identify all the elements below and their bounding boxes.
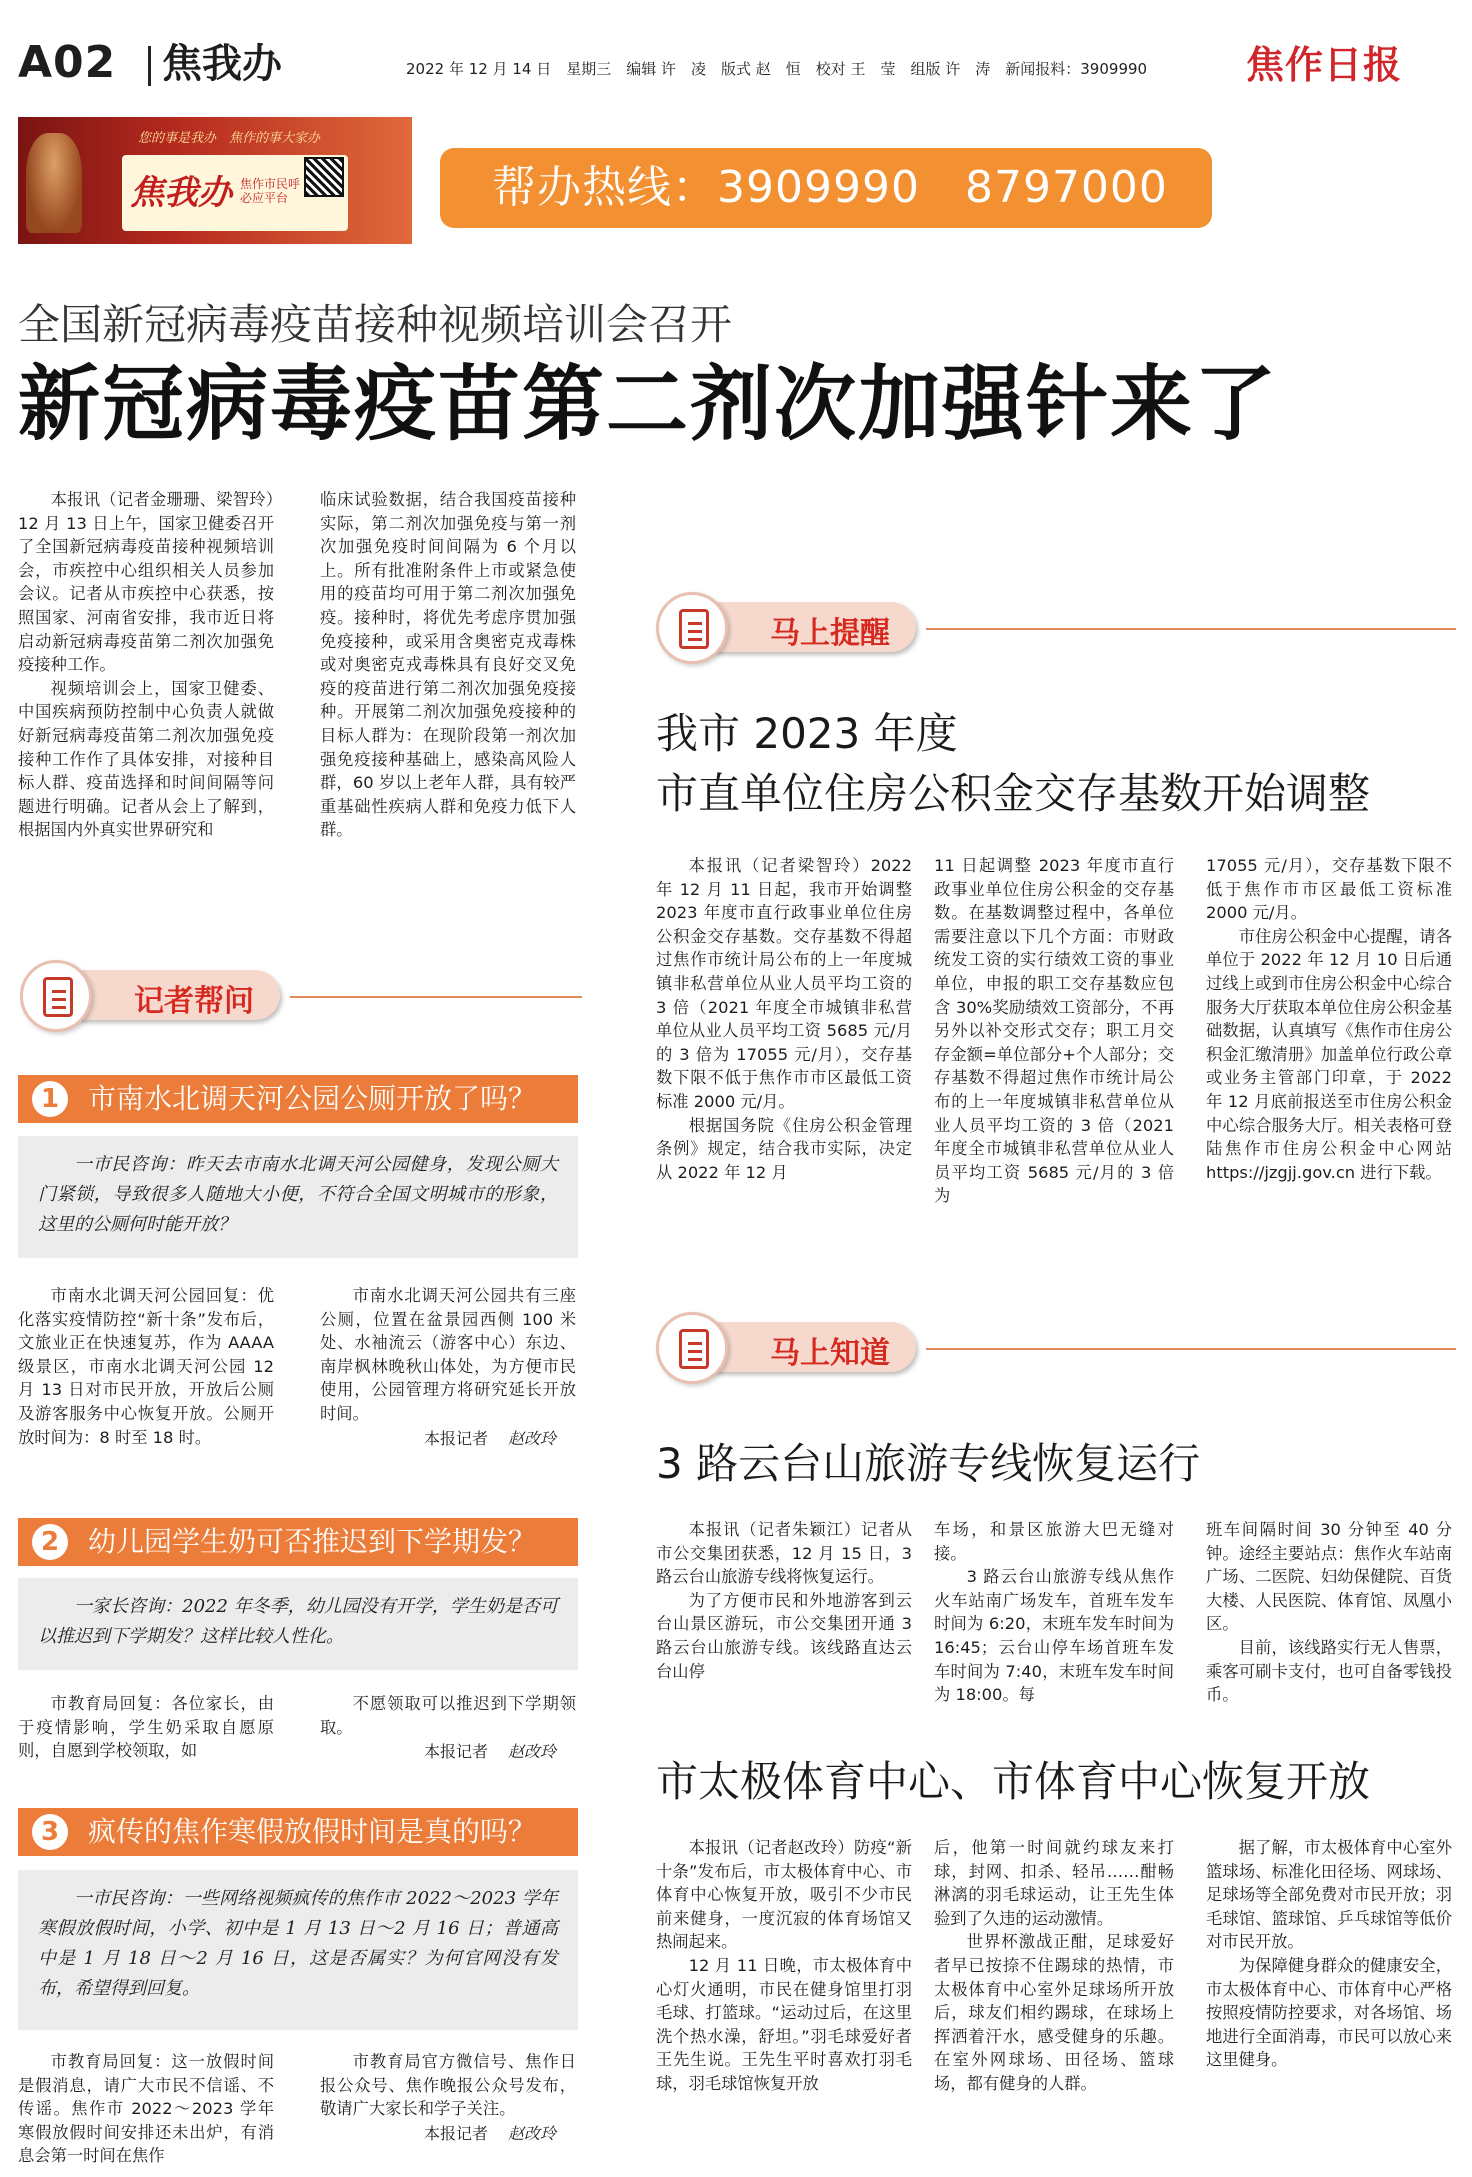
paragraph: 班车间隔时间 30 分钟至 40 分钟。途经主要站点：焦作火车站南广场、二医院、妇幼保健院、百货大楼、人民医院、体育馆、凤凰小区。	[1206, 1520, 1452, 1634]
question-title: 市南水北调天河公园公厕开放了吗？	[88, 1082, 537, 1115]
paragraph: 视频培训会上，国家卫健委、中国疾病预防控制中心负责人就做好新冠病毒疫苗第二剂次加强免疫接种工作作了具体安排，对接种目标人群、疫苗选择和时间间隔等问题进行明确。记者从会上了解到，根据国内外真实世界研究和	[18, 678, 274, 840]
paragraph: 市住房公积金中心提醒，请各单位于 2022 年 12 月 10 日后通过线上或到市住房公积金中心综合服务大厅获取本单位住房公积金基础数据，认真填写《焦作市住房公积金汇缴清册》加盖单位行政公章或业务主管部门印章，于 2022 年 12 月底前报送至市住房公积金中心综合服务大厅。相关表格可登陆焦作市住房公积金中心网站 https://jzgjj.gov.cn 进行下载。	[1206, 926, 1452, 1182]
know-col-3	[1206, 1518, 1452, 1707]
paragraph: 3 路云台山旅游专线从焦作火车站南广场发车，首班车发车时间为 6:20，末班车发车时间为 16:45；云台山停车场首班车发车时间为 7:40，末班车发车时间为 18:00。每	[934, 1567, 1174, 1705]
paragraph: 本报讯（记者金珊珊、梁智玲）12 月 13 日上午，国家卫健委召开了全国新冠病毒疫苗接种视频培训会，市疾控中心组织相关人员参加会议。记者从市疾控中心获悉，按照国家、河南省安排，我市近日将启动新冠病毒疫苗第二剂次加强免疫接种工作。	[18, 490, 274, 675]
reminder-col-1	[656, 854, 912, 1184]
know-title: 3 路云台山旅游专线恢复运行	[656, 1439, 1201, 1488]
tag-label: 马上提醒	[770, 616, 890, 651]
question-number: 2	[32, 1524, 68, 1560]
paragraph: 17055 元/月），交存基数下限不低于焦作市市区最低工资标准 2000 元/月。	[1206, 856, 1452, 923]
question-title: 疯传的焦作寒假放假时间是真的吗？	[88, 1815, 537, 1848]
sports-col-2	[934, 1836, 1174, 2096]
tag-reporter-help	[20, 960, 580, 1032]
paragraph: 据了解，市太极体育中心室外篮球场、标准化田径场、网球场、足球场等全部免费对市民开放；羽毛球馆、篮球馆、乒乓球馆等低价对市民开放。	[1206, 1838, 1452, 1952]
answer-text: 市教育局官方微信号、焦作日报公众号、焦作晚报公众号发布，敬请广大家长和学子关注。	[320, 2052, 576, 2119]
banner-slogan: 您的事是我办 焦作的事大家办	[138, 131, 321, 146]
answer-1-col-1	[18, 1284, 274, 1449]
paragraph: 本报讯（记者朱颖江）记者从市公交集团获悉，12 月 15 日，3 路云台山旅游专线将恢复运行。	[656, 1520, 912, 1587]
paragraph: 车场，和景区旅游大巴无缝对接。	[934, 1520, 1174, 1563]
question-number: 3	[32, 1814, 68, 1850]
paragraph: 本报讯（记者赵改玲）防疫“新十条”发布后，市太极体育中心、市体育中心恢复开放，吸引不少市民前来健身，一度沉寂的体育场馆又热闹起来。	[656, 1838, 912, 1952]
reminder-col-3	[1206, 854, 1452, 1184]
statue-image	[26, 133, 82, 233]
paragraph: 目前，该线路实行无人售票，乘客可刷卡支付，也可自备零钱投币。	[1206, 1637, 1452, 1705]
answer-text: 市教育局回复：各位家长，由于疫情影响，学生奶采取自愿原则，自愿到学校领取，如	[18, 1694, 274, 1761]
reminder-title-line-2: 市直单位住房公积金交存基数开始调整	[656, 769, 1371, 818]
tag-label: 记者帮问	[134, 984, 254, 1019]
answer-text: 市教育局回复：这一放假时间是假消息，请广大市民不信谣、不传谣。焦作市 2022～2023 学年寒假放假时间安排还未出炉，有消息会第一时间在焦作	[18, 2052, 274, 2166]
issue-meta: 2022 年 12 月 14 日 星期三 编辑 许 凌 版式 赵 恒 校对 王 莹 组版 许 涛 新闻报料：3909990	[406, 60, 1148, 78]
answer-1-col-2	[320, 1284, 576, 1452]
page-number: A02	[18, 37, 117, 88]
question-box-1	[18, 1136, 578, 1258]
answer-3-col-2	[320, 2050, 576, 2147]
lead-headline: 新冠病毒疫苗第二剂次加强针来了	[18, 357, 1279, 452]
sports-title: 市太极体育中心、市体育中心恢复开放	[656, 1757, 1371, 1806]
answer-text: 不愿领取可以推迟到下学期领取。	[320, 1694, 576, 1737]
header-divider	[148, 46, 151, 86]
question-text: 一市民咨询：一些网络视频疯传的焦作市 2022～2023 学年寒假放假时间，小学、初中是 1 月 13 日～2 月 16 日；普通高中是 1 月 18 日～2 月 16 日，这是否属实？为何官网没有发布，希望得到回复。	[38, 1888, 558, 1999]
paragraph: 为保障健身群众的健康安全，市太极体育中心、市体育中心严格按照疫情防控要求，对各场馆、场地进行全面消毒，市民可以放心来这里健身。	[1206, 1955, 1452, 2070]
sports-col-1	[656, 1836, 912, 2096]
lead-column-2	[320, 488, 576, 842]
reminder-title-line-1: 我市 2023 年度	[656, 709, 958, 758]
paragraph: 12 月 11 日晚，市太极体育中心灯火通明，市民在健身馆里打羽毛球、打篮球。“运动过后，在这里洗个热水澡，舒坦。”羽毛球爱好者王先生说。王先生平时喜欢打羽毛球，羽毛球馆恢复开放	[656, 1955, 912, 2093]
question-box-3	[18, 1870, 578, 2030]
question-bar-1	[18, 1075, 578, 1123]
question-text: 一家长咨询：2022 年冬季，幼儿园没有开学，学生奶是否可以推迟到下学期发？这样比较人性化。	[38, 1596, 558, 1647]
tag-reminder	[656, 592, 1456, 664]
know-col-1	[656, 1518, 912, 1683]
paragraph: 后，他第一时间就约球友来打球，封网、扣杀、轻吊……酣畅淋漓的羽毛球运动，让王先生体验到了久违的运动激情。	[934, 1838, 1174, 1928]
answer-2-col-1	[18, 1692, 274, 1763]
question-bar-3	[18, 1808, 578, 1856]
answer-text: 市南水北调天河公园回复：优化落实疫情防控“新十条”发布后，文旅业正在快速复苏，作为 AAAA 级景区，市南水北调天河公园 12 月 13 日对市民开放，开放后公厕及游客服务中心恢复开放。公厕开放时间为：8 时至 18 时。	[18, 1286, 274, 1447]
lead-column-1	[18, 488, 274, 842]
newspaper-logo: 焦作日报	[1246, 43, 1403, 87]
paragraph: 世界杯激战正酣，足球爱好者早已按捺不住踢球的热情，市太极体育中心室外足球场所开放后，球友们相约踢球，在球场上挥洒着汗水，感受健身的乐趣。在室外网球场、田径场、篮球场，都有健身的人群。	[934, 1932, 1174, 2093]
byline: 本报记者 赵改玲	[423, 1742, 556, 1762]
hotline-bar: 帮办热线：3909990 8797000	[440, 148, 1212, 228]
tag-label: 马上知道	[770, 1336, 890, 1371]
question-box-2	[18, 1578, 578, 1670]
question-text: 一市民咨询：昨天去市南水北调天河公园健身，发现公厕大门紧锁，导致很多人随地大小便，不符合全国文明城市的形象，这里的公厕何时能开放？	[38, 1154, 558, 1235]
paragraph: 为了方便市民和外地游客到云台山景区游玩，市公交集团开通 3 路云台山旅游专线。该线路直达云台山停	[656, 1590, 912, 1681]
lead-kicker: 全国新冠病毒疫苗接种视频培训会召开	[18, 300, 733, 349]
question-title: 幼儿园学生奶可否推迟到下学期发？	[88, 1525, 537, 1558]
paragraph: 临床试验数据，结合我国疫苗接种实际，第二剂次加强免疫与第一剂次加强免疫时间间隔为 6 个月以上。所有批准附条件上市或紧急使用的疫苗均可用于第二剂次加强免疫。接种时，将优先考虑序贯加强免疫接种，或采用含奥密克戎毒株或对奥密克戎毒株具有良好交叉免疫的疫苗进行第二剂次加强免疫接种。开展第二剂次加强免疫接种的目标人群为：在现阶段第一剂次加强免疫接种基础上，感染高风险人群，60 岁以上老年人群，具有较严重基础性疾病人群和免疫力低下人群。	[320, 490, 576, 840]
banner-subtitle: 焦作市民呼必应平台	[240, 177, 301, 205]
byline: 本报记者 赵改玲	[423, 2123, 556, 2143]
answer-text: 市南水北调天河公园共有三座公厕，位置在盆景园西侧 100 米处、水袖流云（游客中心）东边、南岸枫林晚秋山体处，为方便市民使用，公园管理方将研究延长开放时间。	[320, 1286, 576, 1423]
paragraph: 本报讯（记者梁智玲）2022 年 12 月 11 日起，我市开始调整 2023 年度市直行政事业单位住房公积金交存基数。交存基数不得超过焦作市统计局公布的上一年度城镇非私营单位从业人员平均工资的 3 倍（2021 年度全市城镇非私营单位从业人员平均工资 5685 元/月的 3 倍为 17055 元/月），交存基数下限不低于焦作市市区最低工资标准 2000 元/月。	[656, 856, 912, 1111]
clipboard-icon	[20, 960, 92, 1032]
byline: 本报记者 赵改玲	[423, 1428, 556, 1448]
clipboard-icon	[656, 592, 728, 664]
paragraph: 根据国务院《住房公积金管理条例》规定，结合我市实际，决定从 2022 年 12 月	[656, 1115, 912, 1182]
tag-know	[656, 1312, 1456, 1384]
answer-3-col-1	[18, 2050, 274, 2168]
answer-2-col-2	[320, 1692, 576, 1765]
section-banner	[18, 117, 412, 244]
question-bar-2	[18, 1518, 578, 1566]
question-number: 1	[32, 1081, 68, 1117]
paragraph: 11 日起调整 2023 年度市直行政事业单位住房公积金的交存基数。在基数调整过程中，各单位需要注意以下几个方面：市财政统发工资的实行绩效工资的事业单位，申报的职工交存基数应包含 30%奖励绩效工资部分，不再另外以补交形式交存；职工月交存金额=单位部分+个人部分；交存基数不得超过焦作市统计局公布的上一年度城镇非私营单位从业人员平均工资的 3 倍（2021 年度全市城镇非私营单位从业人员平均工资 5685 元/月的 3 倍为	[934, 856, 1174, 1206]
qr-code-icon	[304, 157, 344, 197]
section-name: 焦我办	[162, 41, 282, 87]
banner-brand: 焦我办	[130, 173, 232, 213]
reminder-col-2	[934, 854, 1174, 1208]
clipboard-icon	[656, 1312, 728, 1384]
know-col-2	[934, 1518, 1174, 1707]
sports-col-3	[1206, 1836, 1452, 2072]
